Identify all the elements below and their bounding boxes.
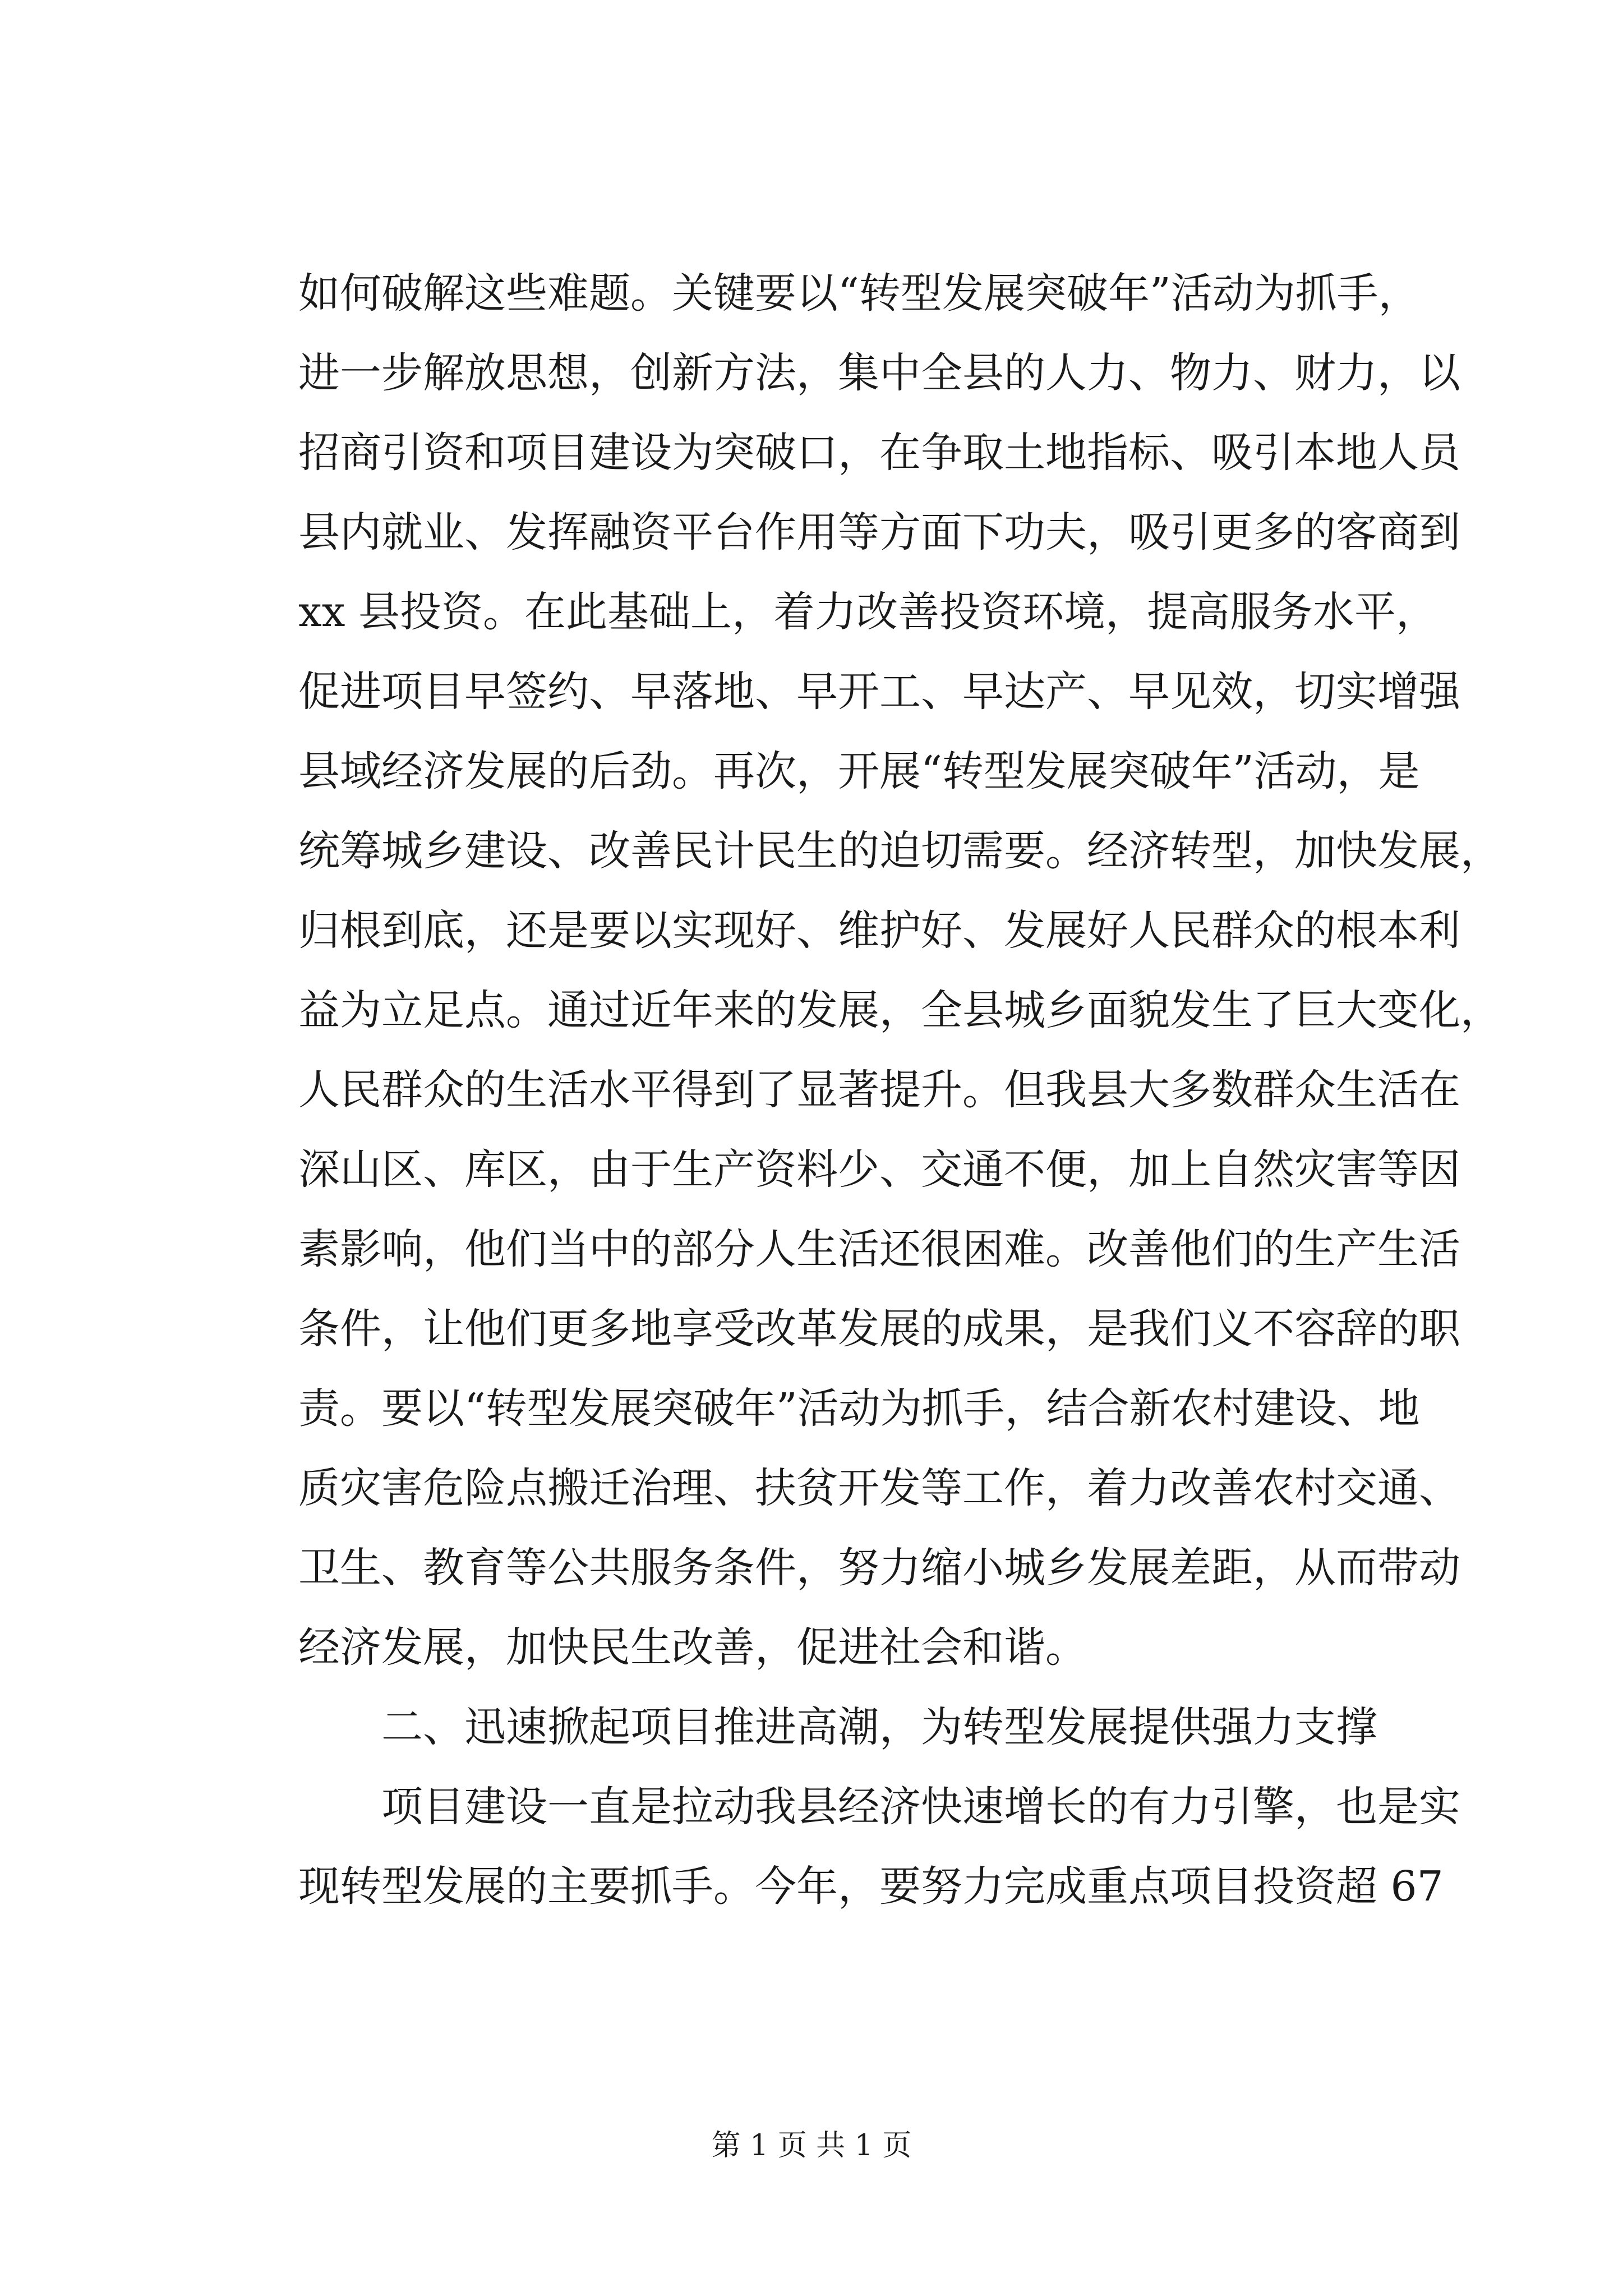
page-footer: 第 1 页 共 1 页 bbox=[711, 2129, 912, 2162]
text-line: 卫生、教育等公共服务条件，努力缩小城乡发展差距，从而带动 bbox=[298, 1544, 1460, 1592]
text-line: xx 县投资。在此基础上，着力改善投资环境，提高服务水平， bbox=[298, 588, 1437, 636]
text-line: 质灾害危险点搬迁治理、扶贫开发等工作，着力改善农村交通、 bbox=[298, 1464, 1460, 1512]
text-line: 人民群众的生活水平得到了显著提升。但我县大多数群众生活在 bbox=[298, 1066, 1460, 1114]
text-line: 益为立足点。通过近年来的发展，全县城乡面貌发生了巨大变化， bbox=[298, 986, 1502, 1034]
text-line: 经济发展，加快民生改善，促进社会和谐。 bbox=[298, 1623, 1087, 1672]
text-line: 招商引资和项目建设为突破口，在争取土地指标、吸引本地人员 bbox=[298, 429, 1460, 477]
text-line: 统筹城乡建设、改善民计民生的迫切需要。经济转型，加快发展， bbox=[298, 827, 1502, 875]
text-line: 县内就业、发挥融资平台作用等方面下功夫，吸引更多的客商到 bbox=[298, 508, 1460, 556]
text-line: 深山区、库区，由于生产资料少、交通不便，加上自然灾害等因 bbox=[298, 1145, 1460, 1194]
text-line: 责。要以“转型发展突破年”活动为抓手，结合新农村建设、地 bbox=[298, 1384, 1420, 1433]
text-line: 条件，让他们更多地享受改革发展的成果，是我们义不容辞的职 bbox=[298, 1305, 1460, 1353]
text-line: 项目建设一直是拉动我县经济快速增长的有力引擎，也是实 bbox=[381, 1783, 1460, 1831]
text-line: 进一步解放思想，创新方法，集中全县的人力、物力、财力，以 bbox=[298, 349, 1460, 397]
text-line: 如何破解这些难题。关键要以“转型发展突破年”活动为抓手， bbox=[298, 269, 1420, 318]
text-line: 归根到底，还是要以实现好、维护好、发展好人民群众的根本利 bbox=[298, 907, 1460, 955]
document-body bbox=[298, 254, 1502, 1926]
text-line: 县域经济发展的后劲。再次，开展“转型发展突破年”活动，是 bbox=[298, 747, 1420, 795]
text-line: 促进项目早签约、早落地、早开工、早达产、早见效，切实增强 bbox=[298, 668, 1460, 716]
text-line: 素影响，他们当中的部分人生活还很困难。改善他们的生产生活 bbox=[298, 1225, 1460, 1273]
section-heading: 二、迅速掀起项目推进高潮，为转型发展提供强力支撑 bbox=[381, 1703, 1377, 1751]
text-line: 现转型发展的主要抓手。今年，要努力完成重点项目投资超 67 bbox=[298, 1862, 1444, 1911]
